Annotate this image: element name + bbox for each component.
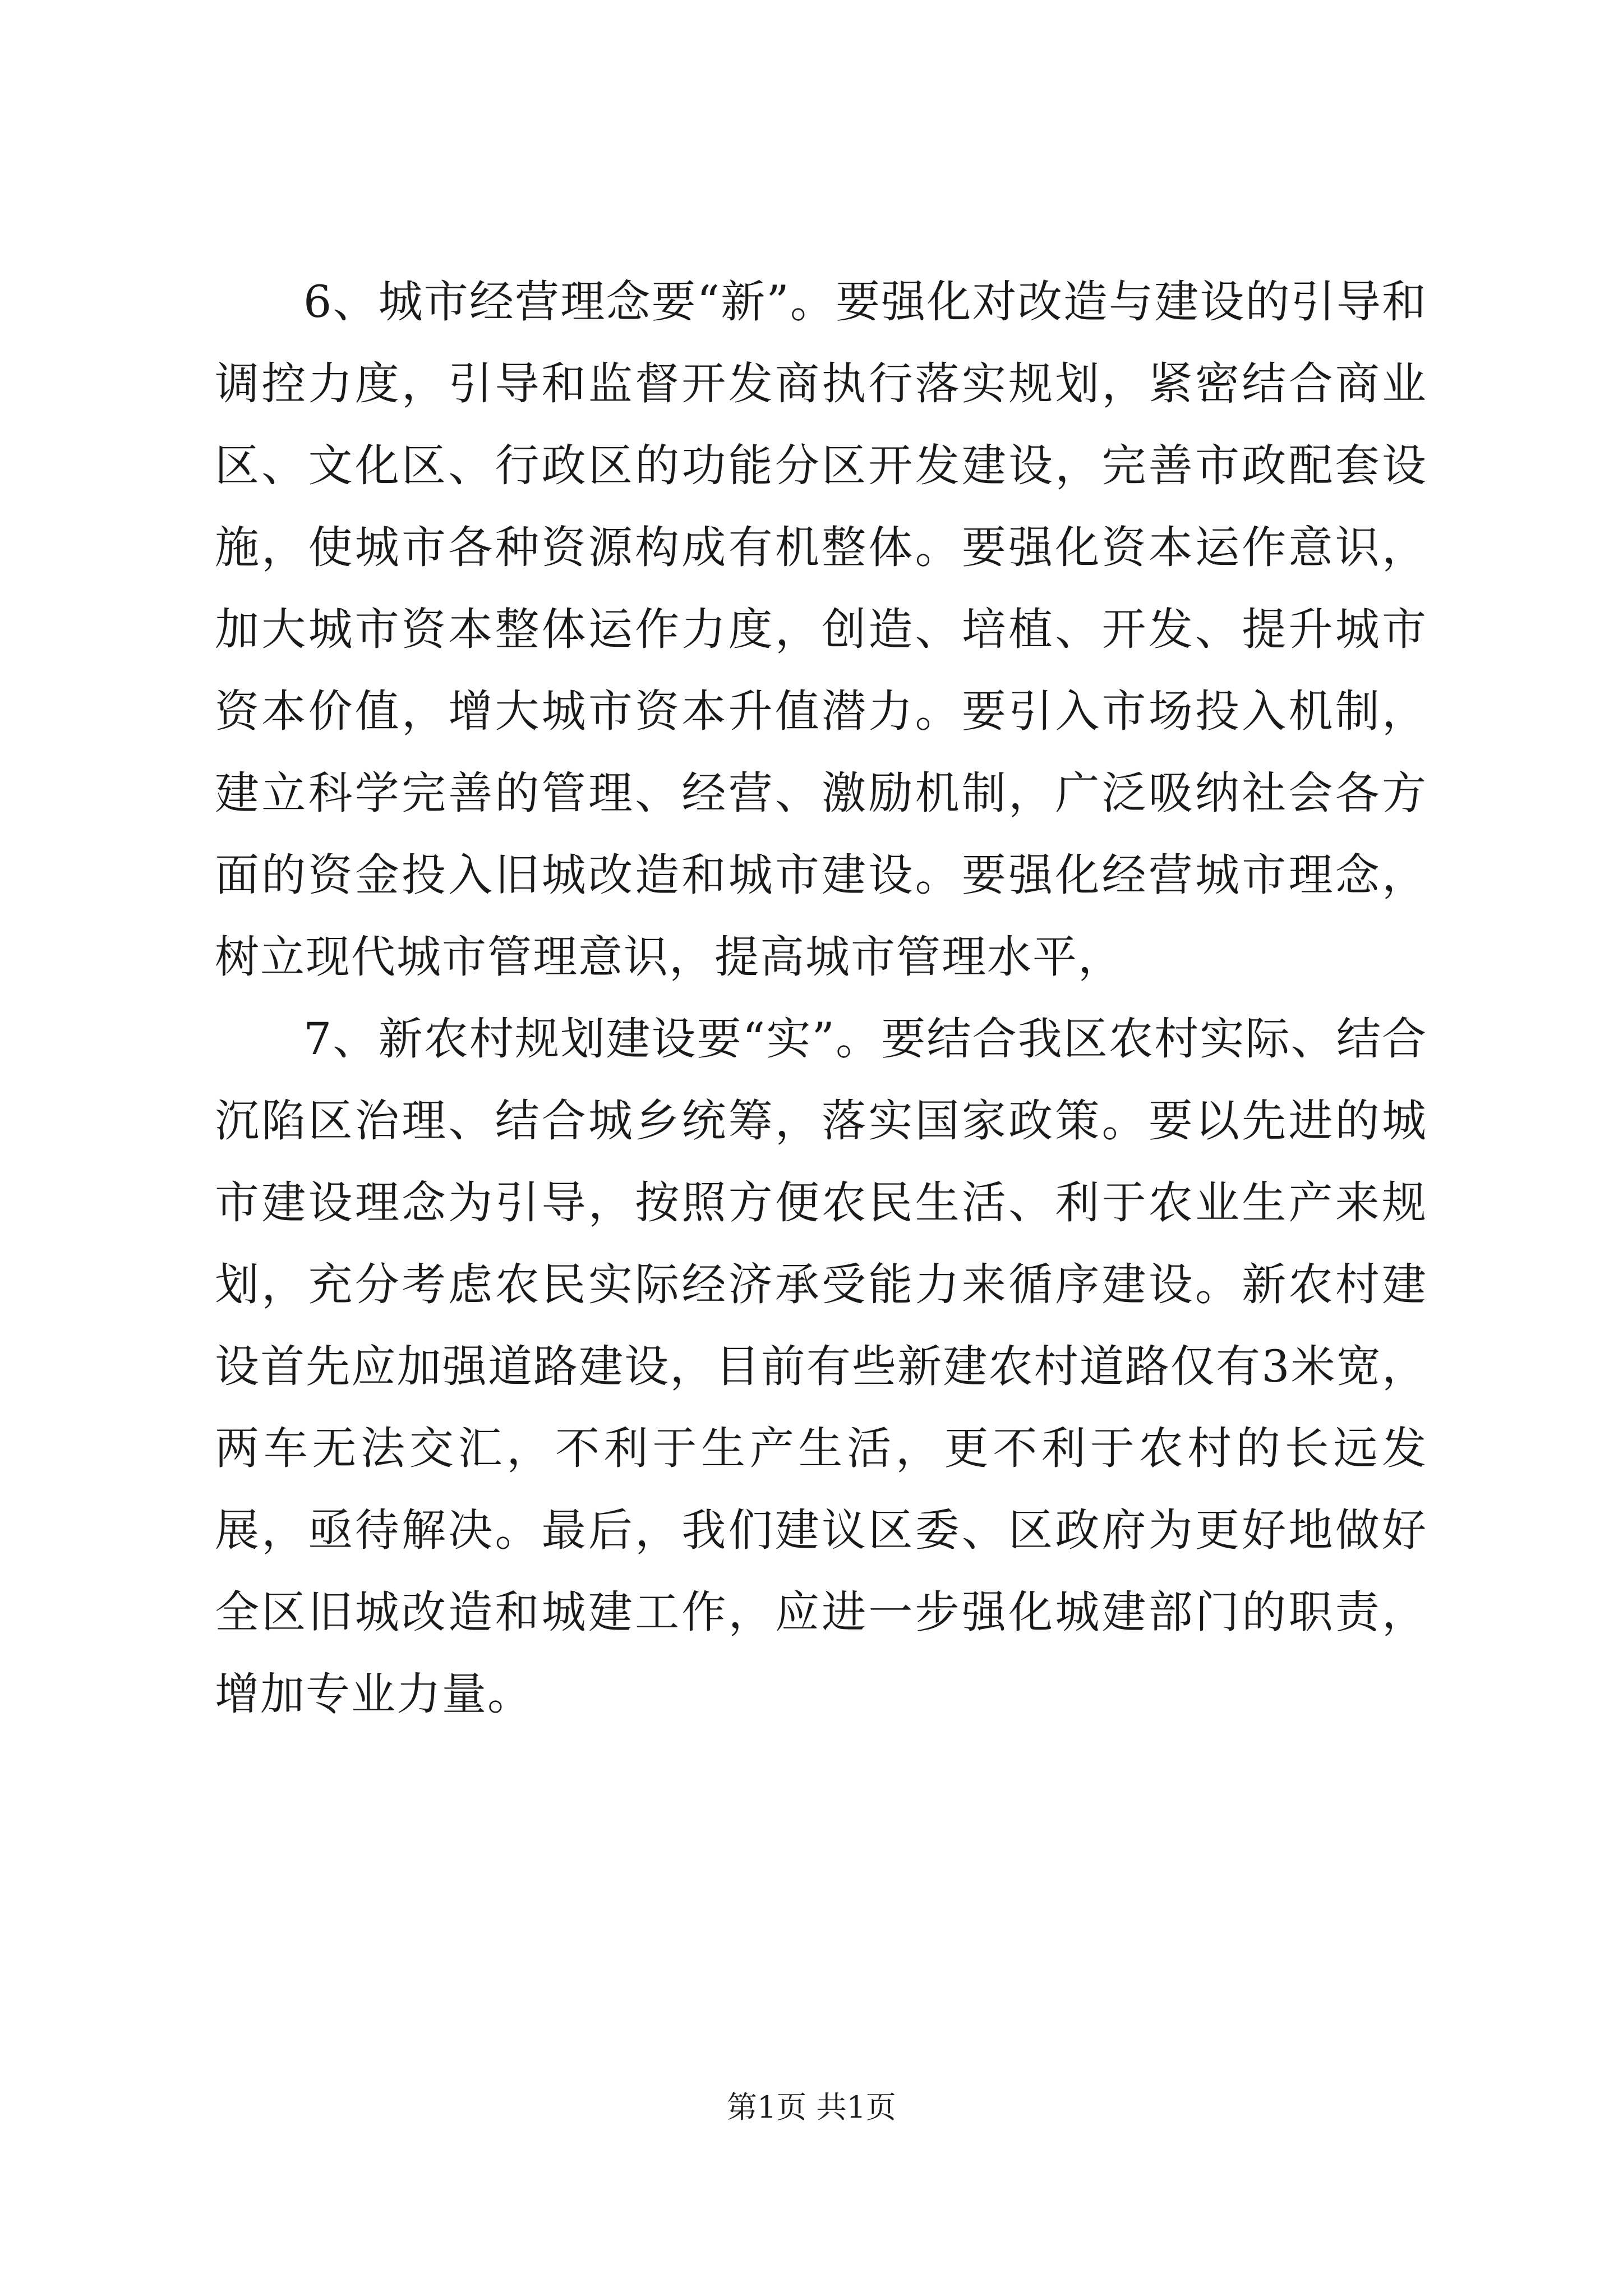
document-body [215,261,1427,1735]
page-footer: 第1页 共1页 [727,2090,896,2125]
paragraph-6-urban-management: 6、城市经营理念要“新”。要强化对改造与建设的引导和调控力度，引导和监督开发商执行落实规划，紧密结合商业区、文化区、行政区的功能分区开发建设，完善市政配套设施，使城市各种资源构成有机整体。要强化资本运作意识，加大城市资本整体运作力度，创造、培植、开发、提升城市资本价值，增大城市资本升值潜力。要引入市场投入机制，建立科学完善的管理、经营、激励机制，广泛吸纳社会各方面的资金投入旧城改造和城市建设。要强化经营城市理念，树立现代城市管理意识，提高城市管理水平， [215,276,1427,983]
paragraph-7-new-rural-planning: 7、新农村规划建设要“实”。要结合我区农村实际、结合沉陷区治理、结合城乡统筹，落实国家政策。要以先进的城市建设理念为引导，按照方便农民生活、利于农业生产来规划，充分考虑农民实际经济承受能力来循序建设。新农村建设首先应加强道路建设，目前有些新建农村道路仅有3米宽，两车无法交汇，不利于生产生活，更不利于农村的长远发展，亟待解决。最后，我们建议区委、区政府为更好地做好全区旧城改造和城建工作，应进一步强化城建部门的职责，增加专业力量。 [215,1013,1427,1720]
